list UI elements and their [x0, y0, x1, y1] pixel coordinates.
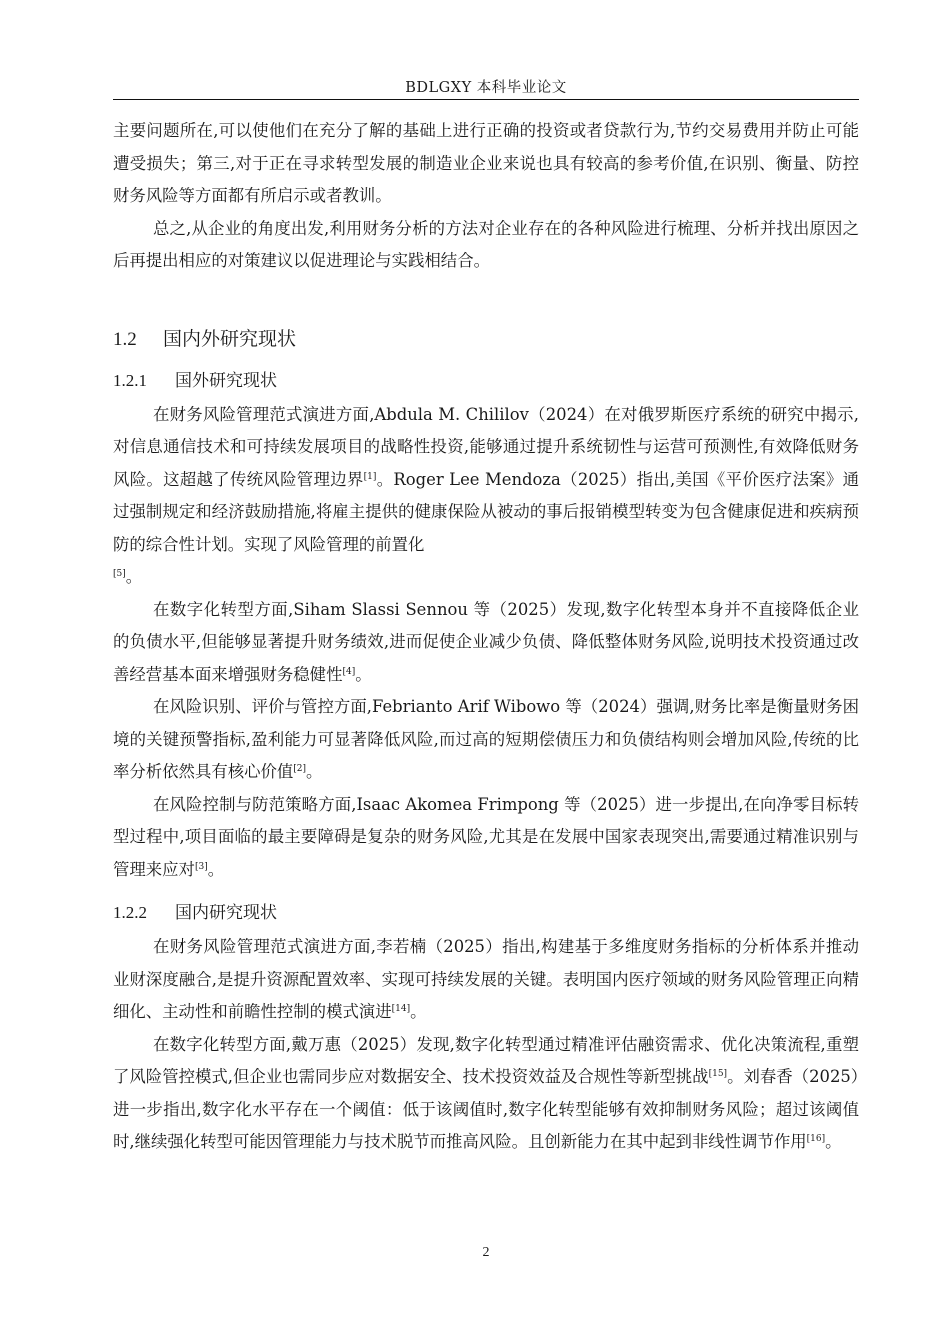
page-body — [113, 115, 859, 1159]
citation-ref[interactable]: [14] — [391, 1004, 411, 1014]
paragraph-text: 。 — [125, 567, 143, 586]
header-rule — [113, 99, 859, 100]
subsection-heading-1-2-2 — [113, 902, 859, 924]
citation-ref[interactable]: [15] — [708, 1069, 728, 1079]
intro-paragraph-1: 主要问题所在,可以使他们在充分了解的基础上进行正确的投资或者贷款行为,节约交易费用并防止可能遭受损失；第三,对于正在寻求转型发展的制造业企业来说也具有较高的参考价值,在识别、衡量、防控财务风险等方面都有所启示或者教训。 — [113, 121, 859, 205]
paragraph-text: 在财务风险管理范式演进方面,Abdula M. Chililov（2024）在对俄罗斯医疗系统的研究中揭示,对信息通信技术和可持续发展项目的战略性投资,能够通过提升系统韧性与运营可预测性,有效降低财务风险。这超越了传统风险管理边界 — [113, 404, 859, 489]
foreign-paragraph-2 — [113, 594, 859, 692]
paragraph-text: 。Roger Lee Mendoza（2025）指出,美国《平价医疗法案》通过强制规定和经济鼓励措施,将雇主提供的健康保险从被动的事后报销模型转变为包含健康促进和疾病预防的综合性计划。实现了风险管理的前置化 — [113, 469, 860, 554]
page-number: 2 — [482, 1245, 490, 1260]
subsection-number: 1.2.1 — [113, 370, 147, 390]
paragraph-text: 。 — [306, 762, 323, 781]
paragraph-text: 在数字化转型方面,戴万惠（2025）发现,数字化转型通过精准评估融资需求、优化决策流程,重塑了风险管控模式,但企业也需同步应对数据安全、技术投资效益及合规性等新型挑战 — [113, 1034, 859, 1086]
paragraph-text: 在财务风险管理范式演进方面,李若楠（2025）指出,构建基于多维度财务指标的分析体系并推动业财深度融合,是提升资源配置效率、实现可持续发展的关键。表明国内医疗领域的财务风险管理正向精细化、主动性和前瞻性控制的模式演进 — [113, 937, 859, 1021]
subsection-title: 国外研究现状 — [175, 370, 277, 391]
citation-ref[interactable]: [1] — [363, 471, 377, 482]
foreign-paragraph-3 — [113, 691, 859, 789]
paragraph-text: 。刘春香（2025）进一步指出,数字化水平存在一个阈值：低于该阈值时,数字化转型能够有效抑制财务风险；超过该阈值时,继续强化转型可能因管理能力与技术脱节而推高风险。且创新能力在其中起到非线性调节作用 — [113, 1067, 859, 1151]
foreign-paragraph-1 — [113, 399, 859, 594]
section-heading-1-2 — [113, 327, 859, 352]
paragraph-text: 在风险识别、评价与管控方面,Febrianto Arif Wibowo 等（2024）强调,财务比率是衡量财务困境的关键预警指标,盈利能力可显著降低风险,而过高的短期偿债压力和负债结构则会增加风险,传统的比率分析依然具有核心价值 — [113, 697, 859, 781]
citation-ref[interactable]: [5] — [113, 569, 126, 579]
paragraph-text: 。 — [355, 664, 372, 684]
citation-ref[interactable]: [4] — [342, 666, 356, 677]
subsection-number: 1.2.2 — [113, 903, 147, 922]
paragraph-text: 。 — [825, 1132, 842, 1151]
intro-paragraph-2: 总之,从企业的角度出发,利用财务分析的方法对企业存在的各种风险进行梳理、分析并找出原因之后再提出相应的对策建议以促进理论与实践相结合。 — [113, 218, 859, 270]
running-header: BDLGXY 本科毕业论文 — [405, 80, 567, 96]
domestic-paragraph-1 — [113, 931, 859, 1029]
citation-ref[interactable]: [16] — [806, 1134, 826, 1144]
paragraph-text: 。 — [410, 1002, 427, 1021]
citation-ref[interactable]: [2] — [293, 764, 307, 774]
citation-ref[interactable]: [3] — [194, 861, 208, 872]
paragraph-text: 在风险控制与防范策略方面,Isaac Akomea Frimpong 等（2025）进一步提出,在向净零目标转型过程中,项目面临的最主要障碍是复杂的财务风险,尤其是在发展中国家表现突出,需要通过精准识别与管理来应对 — [113, 794, 859, 879]
section-title: 国内外研究现状 — [163, 327, 297, 350]
paragraph-text: 在数字化转型方面,Siham Slassi Sennou 等（2025）发现,数字化转型本身并不直接降低企业的负债水平,但能够显著提升财务绩效,进而促使企业减少负债、降低整体财务风险,说明技术投资通过改善经营基本面来增强财务稳健性 — [113, 599, 859, 684]
domestic-paragraph-2 — [113, 1029, 859, 1159]
subsection-title: 国内研究现状 — [175, 903, 277, 923]
paragraph-text: 。 — [207, 859, 225, 879]
section-number: 1.2 — [113, 328, 137, 350]
foreign-paragraph-4 — [113, 789, 859, 887]
subsection-heading-1-2-1 — [113, 370, 859, 392]
